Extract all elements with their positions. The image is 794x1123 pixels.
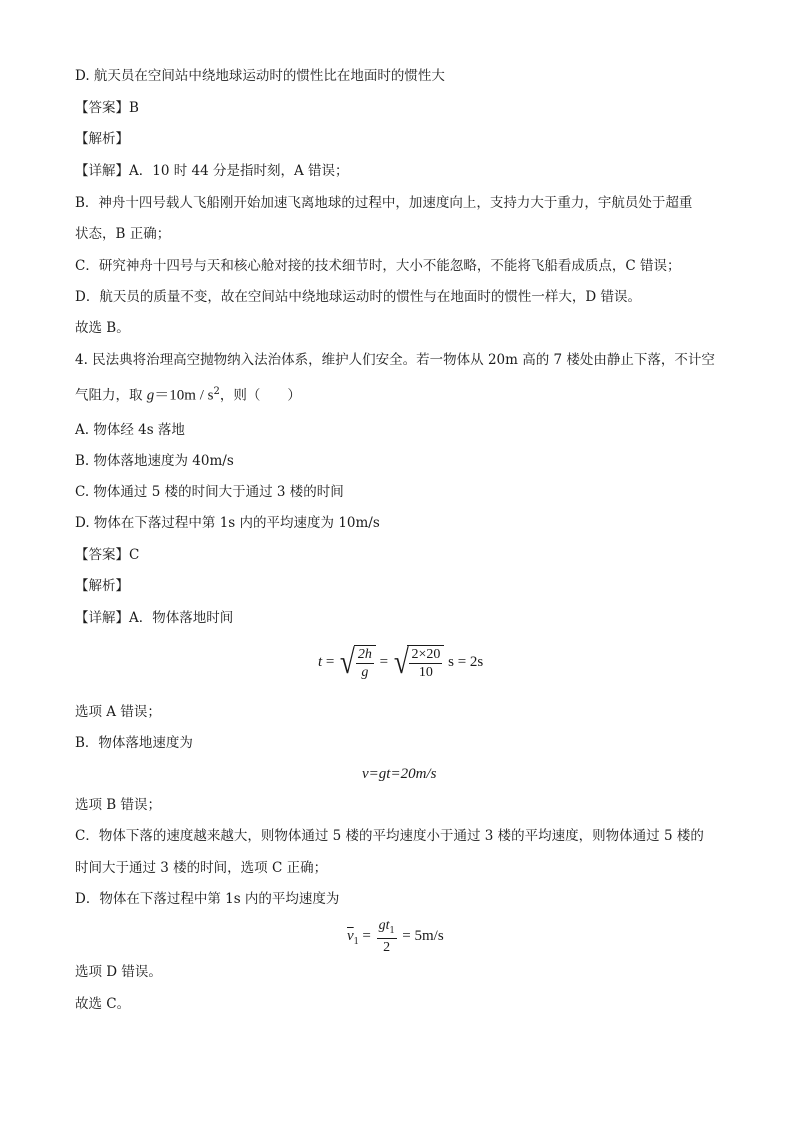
q4-stem-1: 4. 民法典将治理高空抛物纳入法治体系，维护人们安全。若一物体从 20m 高的 7 楼处由静止下落，不计空: [75, 352, 715, 368]
q4-analysis-heading: 【解析】: [75, 578, 129, 594]
eq1-den-2: 10: [418, 664, 433, 680]
q4-detail-c-2: 时间大于通过 3 楼的时间，选项 C 正确；: [75, 860, 328, 876]
gravity-symbol: g: [146, 387, 155, 404]
q4-detail-a: 【详解】A．物体落地时间: [75, 610, 234, 626]
q4-detail-d: D．物体在下落过程中第 1s 内的平均速度为: [75, 891, 340, 907]
q4-option-a: A. 物体经 4s 落地: [75, 422, 185, 438]
q4-select-a: 选项 A 错误；: [75, 704, 161, 720]
equation-landing-speed: v=gt=20m/s: [362, 766, 437, 782]
eq1-num-2: 2×20: [411, 646, 441, 662]
q4-option-b: B. 物体落地速度为 40m/s: [75, 453, 234, 469]
q4-select-b: 选项 B 错误；: [75, 797, 162, 813]
eq1-t: t: [318, 654, 323, 670]
eq1-result: s = 2s: [448, 654, 484, 670]
q4-conclusion: 故选 C。: [75, 996, 131, 1012]
q3-detail-a: 【详解】A．10 时 44 分是指时刻，A 错误；: [75, 163, 349, 179]
q4-answer: 【答案】C: [75, 547, 140, 563]
equation-fall-time: [318, 640, 483, 684]
eq1-den-1: g: [361, 664, 369, 680]
eq3-num: gt: [378, 917, 390, 933]
q3-detail-d: D．航天员的质量不变，故在空间站中绕地球运动时的惯性与在地面时的惯性一样大，D 错误。: [75, 289, 641, 305]
gravity-value: ＝10m / s: [154, 387, 214, 404]
q3-option-d: D. 航天员在空间站中绕地球运动时的惯性比在地面时的惯性大: [75, 68, 445, 84]
eq1-equals: =: [325, 654, 335, 670]
q3-answer: 【答案】B: [75, 100, 139, 116]
eq1-equals-2: =: [379, 654, 389, 670]
equation-average-speed: [347, 916, 444, 962]
q4-detail-c-1: C．物体下落的速度越来越大，则物体通过 5 楼的平均速度小于通过 3 楼的平均速度，则物体通过 5 楼的: [75, 828, 704, 844]
q4-stem-end: ，则（ ）: [219, 387, 301, 404]
q4-option-d: D. 物体在下落过程中第 1s 内的平均速度为 10m/s: [75, 515, 380, 531]
eq1-sqrt-1: √ $\frac{2h}{g}$: [338, 645, 376, 681]
q3-detail-b-2: 状态，B 正确；: [75, 226, 171, 242]
gravity-exponent: 2: [213, 386, 220, 397]
q4-detail-b: B．物体落地速度为: [75, 735, 193, 751]
eq1-sqrt-2: √ $\frac{2\times 20}{10}$: [392, 645, 445, 681]
eq3-result: = 5m/s: [402, 928, 444, 944]
q4-stem-2: [75, 382, 301, 406]
eq3-num-sub: 1: [389, 924, 395, 936]
q3-analysis-heading: 【解析】: [75, 131, 129, 147]
eq3-v: $\overline{v}$: [347, 928, 354, 944]
eq3-equals: =: [362, 928, 371, 944]
q4-stem-text: 气阻力，取: [75, 387, 143, 404]
eq3-den: 2: [383, 940, 391, 956]
q4-select-d: 选项 D 错误。: [75, 964, 162, 980]
q3-conclusion: 故选 B。: [75, 320, 130, 336]
eq1-num-1: 2h: [357, 646, 372, 662]
q3-detail-b-1: B．神舟十四号载人飞船刚开始加速飞离地球的过程中，加速度向上，支持力大于重力，宇航员处于超重: [75, 195, 693, 211]
q3-detail-c: C．研究神舟十四号与天和核心舱对接的技术细节时，大小不能忽略，不能将飞船看成质点，C 错误；: [75, 258, 681, 274]
q4-option-c: C. 物体通过 5 楼的时间大于通过 3 楼的时间: [75, 484, 344, 500]
eq3-v-sub: 1: [353, 936, 359, 947]
